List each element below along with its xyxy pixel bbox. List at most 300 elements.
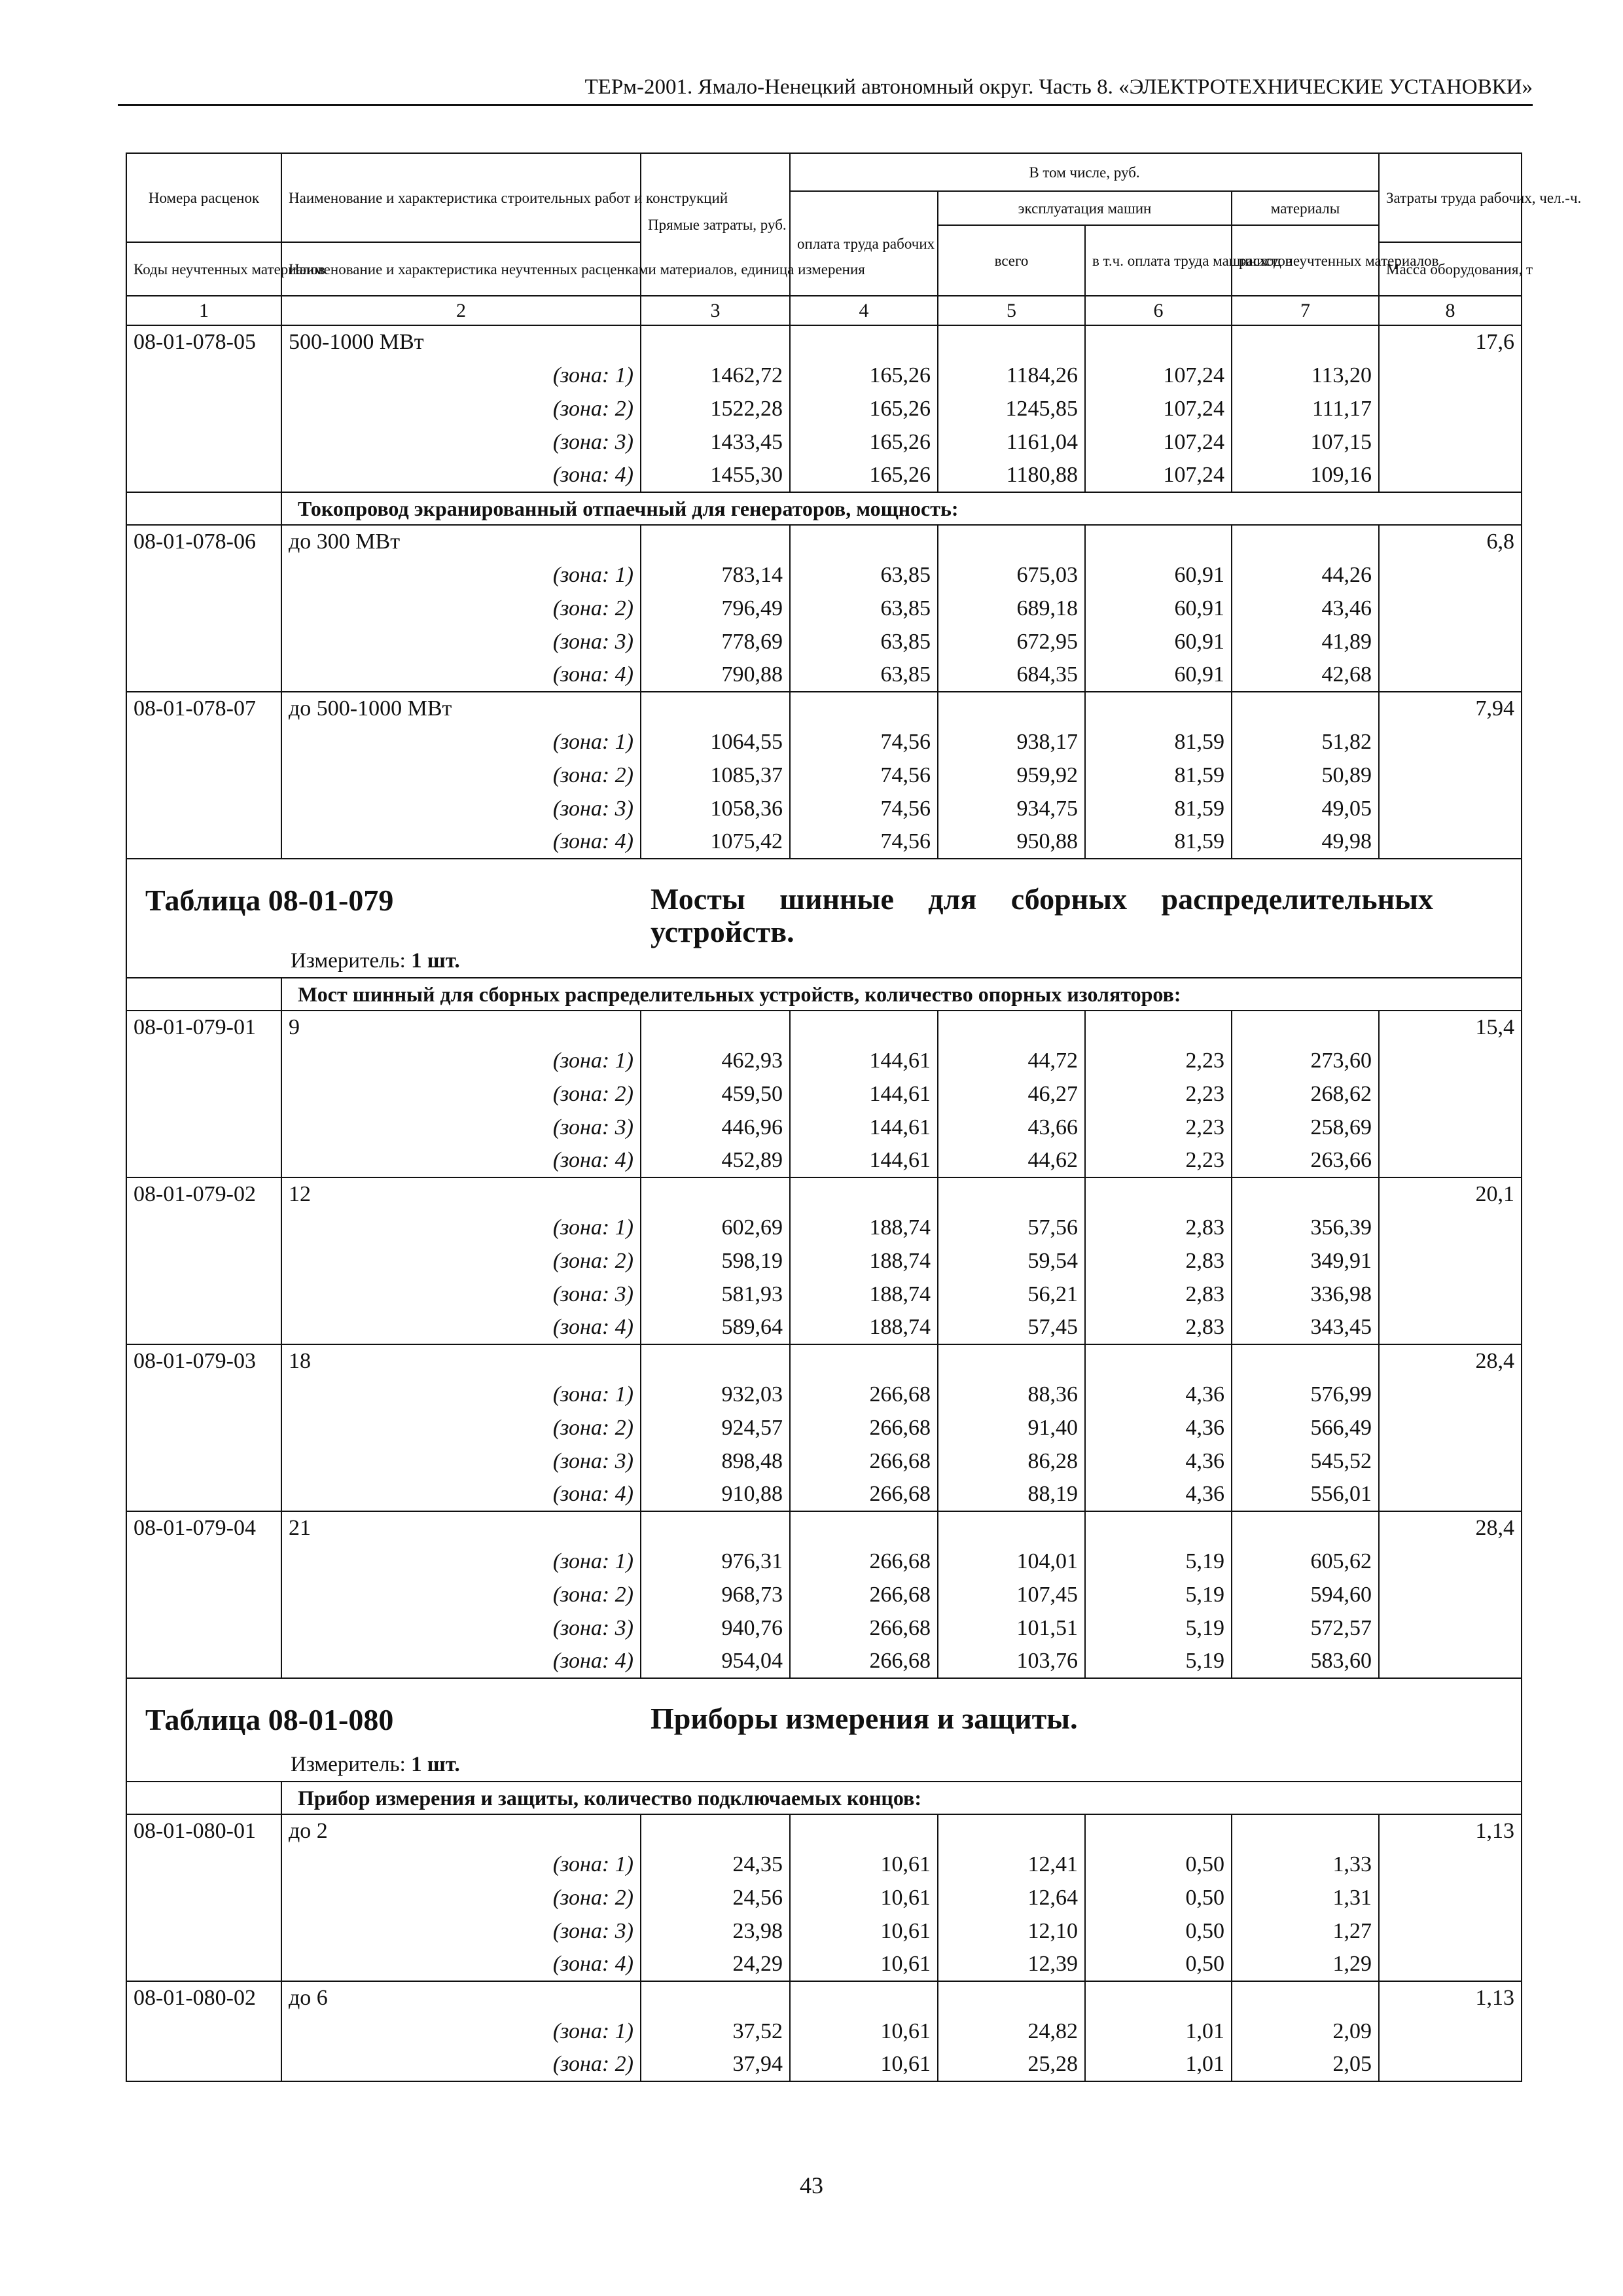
- empty-cell: [1085, 1011, 1232, 1044]
- direct-cost: 976,31: [641, 1545, 790, 1578]
- machinist-pay: 5,19: [1085, 1545, 1232, 1578]
- measure-line: [291, 949, 460, 973]
- empty-cell: [1232, 525, 1379, 558]
- zone-row: [126, 658, 1522, 692]
- work-name: 12: [281, 1177, 641, 1211]
- materials-cost: 605,62: [1232, 1545, 1379, 1578]
- empty-cell: [126, 359, 281, 392]
- materials-cost: 51,82: [1232, 725, 1379, 759]
- empty-cell: [126, 1211, 281, 1244]
- machinist-pay: 60,91: [1085, 625, 1232, 658]
- machinist-pay: 107,24: [1085, 392, 1232, 425]
- materials-cost: 49,98: [1232, 825, 1379, 859]
- group-heading: [126, 492, 1522, 525]
- machinist-pay: 4,36: [1085, 1478, 1232, 1511]
- empty-cell: [1232, 1511, 1379, 1545]
- empty-cell: [790, 1981, 938, 2015]
- empty-cell: [1379, 825, 1522, 859]
- machinist-pay: 81,59: [1085, 825, 1232, 859]
- empty-cell: [1379, 1244, 1522, 1278]
- materials-cost: 111,17: [1232, 392, 1379, 425]
- zone-row: [126, 558, 1522, 592]
- empty-cell: [1379, 792, 1522, 825]
- empty-cell: [126, 1645, 281, 1678]
- empty-cell: [1379, 759, 1522, 792]
- materials-cost: 2,09: [1232, 2015, 1379, 2048]
- labor-pay: 63,85: [790, 658, 938, 692]
- machines-total: 56,21: [938, 1278, 1085, 1311]
- machines-head: эксплуатация машин: [938, 191, 1232, 225]
- machines-total: 88,19: [938, 1478, 1085, 1511]
- machinist-pay: 2,83: [1085, 1311, 1232, 1344]
- record-title-row: [126, 325, 1522, 359]
- empty-cell: [1085, 1177, 1232, 1211]
- zone-row: [126, 1578, 1522, 1611]
- machinist-pay: 4,36: [1085, 1411, 1232, 1444]
- machines-total: 25,28: [938, 2048, 1085, 2081]
- zone-label: (зона: 1): [281, 1044, 641, 1077]
- machinist-pay: 107,24: [1085, 425, 1232, 459]
- zone-label: (зона: 4): [281, 1478, 641, 1511]
- empty-cell: [1379, 1914, 1522, 1948]
- machinist-pay: 0,50: [1085, 1948, 1232, 1981]
- col5-head: всего: [938, 225, 1085, 296]
- machinist-pay: 81,59: [1085, 792, 1232, 825]
- labor-pay: 266,68: [790, 1645, 938, 1678]
- empty-cell: [126, 1378, 281, 1411]
- zone-label: (зона: 3): [281, 1278, 641, 1311]
- work-name: 9: [281, 1011, 641, 1044]
- empty-cell: [641, 525, 790, 558]
- labor-pay: 10,61: [790, 2048, 938, 2081]
- empty-cell: [126, 1278, 281, 1311]
- empty-cell: [1232, 1177, 1379, 1211]
- empty-cell: [1379, 1111, 1522, 1144]
- zone-row: [126, 825, 1522, 859]
- empty-cell: [938, 1011, 1085, 1044]
- zone-row: [126, 1444, 1522, 1478]
- zone-label: (зона: 1): [281, 1378, 641, 1411]
- empty-cell: [126, 425, 281, 459]
- empty-cell: [126, 392, 281, 425]
- col4-head: оплата труда рабочих: [790, 191, 938, 296]
- direct-cost: 1064,55: [641, 725, 790, 759]
- empty-cell: [790, 1344, 938, 1378]
- machinist-pay: 107,24: [1085, 459, 1232, 492]
- empty-cell: [1379, 725, 1522, 759]
- machines-total: 950,88: [938, 825, 1085, 859]
- rate-record: [126, 1981, 1522, 2081]
- machines-total: 104,01: [938, 1545, 1085, 1578]
- zone-label: (зона: 2): [281, 1578, 641, 1611]
- zone-label: (зона: 4): [281, 1948, 641, 1981]
- empty-cell: [1379, 1478, 1522, 1511]
- zone-label: (зона: 4): [281, 1311, 641, 1344]
- empty-cell: [126, 1411, 281, 1444]
- labor-pay: 74,56: [790, 759, 938, 792]
- labor-cost: 15,4: [1379, 1011, 1522, 1044]
- empty-cell: [1379, 392, 1522, 425]
- machines-total: 43,66: [938, 1111, 1085, 1144]
- direct-cost: 462,93: [641, 1044, 790, 1077]
- materials-head: материалы: [1232, 191, 1379, 225]
- empty-cell: [1232, 1344, 1379, 1378]
- labor-cost: 28,4: [1379, 1344, 1522, 1378]
- zone-row: [126, 1211, 1522, 1244]
- zone-row: [126, 1611, 1522, 1645]
- zone-label: (зона: 1): [281, 1848, 641, 1881]
- empty-cell: [790, 692, 938, 725]
- machines-total: 1161,04: [938, 425, 1085, 459]
- empty-cell: [126, 658, 281, 692]
- direct-cost: 598,19: [641, 1244, 790, 1278]
- empty-cell: [1379, 1278, 1522, 1311]
- machinist-pay: 0,50: [1085, 1914, 1232, 1948]
- empty-cell: [1379, 1411, 1522, 1444]
- labor-pay: 165,26: [790, 359, 938, 392]
- empty-cell: [1379, 658, 1522, 692]
- machinist-pay: 2,23: [1085, 1144, 1232, 1177]
- rate-record: [126, 525, 1522, 692]
- materials-cost: 273,60: [1232, 1044, 1379, 1077]
- machines-total: 46,27: [938, 1077, 1085, 1111]
- zone-row: [126, 1077, 1522, 1111]
- direct-cost: 968,73: [641, 1578, 790, 1611]
- rate-code: 08-01-080-02: [126, 1981, 281, 2015]
- machines-total: 12,10: [938, 1914, 1085, 1948]
- zone-row: [126, 1044, 1522, 1077]
- empty-cell: [126, 1077, 281, 1111]
- machines-total: 938,17: [938, 725, 1085, 759]
- direct-cost: 910,88: [641, 1478, 790, 1511]
- col-number: 2: [281, 296, 641, 325]
- zone-label: (зона: 4): [281, 1645, 641, 1678]
- machinist-pay: 107,24: [1085, 359, 1232, 392]
- zone-label: (зона: 2): [281, 1244, 641, 1278]
- machines-total: 44,62: [938, 1144, 1085, 1177]
- empty-cell: [938, 1814, 1085, 1848]
- labor-pay: 188,74: [790, 1278, 938, 1311]
- zone-label: (зона: 1): [281, 2015, 641, 2048]
- machinist-pay: 81,59: [1085, 725, 1232, 759]
- empty-cell: [1379, 1077, 1522, 1111]
- materials-cost: 42,68: [1232, 658, 1379, 692]
- zone-row: [126, 1914, 1522, 1948]
- measure-value: 1 шт.: [411, 1753, 460, 1776]
- direct-cost: 1522,28: [641, 392, 790, 425]
- col1-top-head: Номера расценок: [126, 153, 281, 242]
- empty-cell: [1085, 325, 1232, 359]
- record-title-row: [126, 1511, 1522, 1545]
- machines-total: 959,92: [938, 759, 1085, 792]
- rate-record: [126, 325, 1522, 492]
- empty-cell: [1232, 1814, 1379, 1848]
- empty-cell: [1379, 1311, 1522, 1344]
- group-heading: [126, 978, 1522, 1011]
- record-title-row: [126, 1344, 1522, 1378]
- empty-cell: [641, 325, 790, 359]
- empty-cell: [1232, 325, 1379, 359]
- including-head: В том числе, руб.: [790, 153, 1379, 191]
- zone-row: [126, 792, 1522, 825]
- work-name: 21: [281, 1511, 641, 1545]
- rate-code: 08-01-079-03: [126, 1344, 281, 1378]
- machinist-pay: 1,01: [1085, 2015, 1232, 2048]
- section-heading: [126, 859, 1522, 978]
- direct-cost: 1433,45: [641, 425, 790, 459]
- rate-code: 08-01-080-01: [126, 1814, 281, 1848]
- rate-record: [126, 1011, 1522, 1177]
- zone-row: [126, 1411, 1522, 1444]
- empty-cell: [1379, 1881, 1522, 1914]
- col-number: 7: [1232, 296, 1379, 325]
- measure-label: Измеритель:: [291, 1753, 406, 1776]
- empty-cell: [1379, 2048, 1522, 2081]
- machinist-pay: 60,91: [1085, 658, 1232, 692]
- empty-cell: [1379, 1545, 1522, 1578]
- labor-pay: 188,74: [790, 1211, 938, 1244]
- materials-cost: 1,33: [1232, 1848, 1379, 1881]
- table-header: [126, 153, 1582, 296]
- price-table: [126, 152, 1582, 2082]
- materials-cost: 1,31: [1232, 1881, 1379, 1914]
- machinist-pay: 2,23: [1085, 1044, 1232, 1077]
- zone-row: [126, 392, 1522, 425]
- zone-row: [126, 1478, 1522, 1511]
- col1-bottom-head: Коды неучтенных материалов: [126, 242, 281, 296]
- materials-cost: 566,49: [1232, 1411, 1379, 1444]
- direct-cost: 602,69: [641, 1211, 790, 1244]
- empty-cell: [938, 692, 1085, 725]
- zone-row: [126, 1848, 1522, 1881]
- zone-label: (зона: 2): [281, 1077, 641, 1111]
- empty-cell: [1379, 1378, 1522, 1411]
- zone-label: (зона: 3): [281, 1914, 641, 1948]
- zone-row: [126, 1278, 1522, 1311]
- direct-cost: 954,04: [641, 1645, 790, 1678]
- zone-label: (зона: 4): [281, 658, 641, 692]
- direct-cost: 1058,36: [641, 792, 790, 825]
- empty-cell: [126, 1111, 281, 1144]
- direct-cost: 796,49: [641, 592, 790, 625]
- zone-label: (зона: 2): [281, 392, 641, 425]
- zone-label: (зона: 3): [281, 1611, 641, 1645]
- materials-cost: 107,15: [1232, 425, 1379, 459]
- materials-cost: 41,89: [1232, 625, 1379, 658]
- empty-cell: [126, 725, 281, 759]
- direct-cost: 1085,37: [641, 759, 790, 792]
- group-heading: [126, 1782, 1522, 1814]
- labor-cost: 1,13: [1379, 1814, 1522, 1848]
- section-row: [126, 859, 1522, 978]
- empty-cell: [126, 459, 281, 492]
- machinist-pay: 0,50: [1085, 1881, 1232, 1914]
- zone-row: [126, 1144, 1522, 1177]
- empty-cell: [790, 1177, 938, 1211]
- table-title: Таблица 08-01-080: [145, 1703, 394, 1736]
- rate-code: 08-01-079-01: [126, 1011, 281, 1044]
- rate-code: 08-01-078-06: [126, 525, 281, 558]
- col2-bottom-head: Наименование и характеристика неучтенных расценками материалов, единица измерения: [281, 242, 641, 296]
- empty-cell: [1379, 1948, 1522, 1981]
- work-name: 500-1000 МВт: [281, 325, 641, 359]
- empty-cell: [641, 692, 790, 725]
- empty-cell: [790, 525, 938, 558]
- rate-record: [126, 692, 1522, 859]
- labor-pay: 266,68: [790, 1378, 938, 1411]
- zone-row: [126, 759, 1522, 792]
- labor-pay: 10,61: [790, 1881, 938, 1914]
- zone-label: (зона: 1): [281, 1545, 641, 1578]
- machinist-pay: 4,36: [1085, 1444, 1232, 1478]
- labor-pay: 144,61: [790, 1077, 938, 1111]
- labor-pay: 10,61: [790, 2015, 938, 2048]
- empty-cell: [641, 1981, 790, 2015]
- empty-cell: [126, 625, 281, 658]
- zone-label: (зона: 4): [281, 459, 641, 492]
- empty-cell: [1379, 1578, 1522, 1611]
- zone-label: (зона: 1): [281, 359, 641, 392]
- labor-pay: 165,26: [790, 459, 938, 492]
- direct-cost: 1462,72: [641, 359, 790, 392]
- record-title-row: [126, 1981, 1522, 2015]
- empty-cell: [938, 525, 1085, 558]
- record-title-row: [126, 1011, 1522, 1044]
- machines-total: 675,03: [938, 558, 1085, 592]
- col8-top-head: Затраты труда рабочих, чел.-ч.: [1379, 153, 1522, 242]
- empty-cell: [1232, 692, 1379, 725]
- machines-total: 91,40: [938, 1411, 1085, 1444]
- direct-cost: 24,56: [641, 1881, 790, 1914]
- section-heading: [126, 1678, 1522, 1782]
- direct-cost: 446,96: [641, 1111, 790, 1144]
- labor-pay: 165,26: [790, 425, 938, 459]
- empty-cell: [126, 1782, 281, 1814]
- labor-cost: 28,4: [1379, 1511, 1522, 1545]
- empty-cell: [1379, 558, 1522, 592]
- machinist-pay: 5,19: [1085, 1611, 1232, 1645]
- record-title-row: [126, 1177, 1522, 1211]
- zone-label: (зона: 2): [281, 759, 641, 792]
- rate-code: 08-01-079-02: [126, 1177, 281, 1211]
- empty-cell: [1379, 1848, 1522, 1881]
- materials-cost: 44,26: [1232, 558, 1379, 592]
- empty-cell: [790, 325, 938, 359]
- machines-total: 684,35: [938, 658, 1085, 692]
- labor-cost: 1,13: [1379, 1981, 1522, 2015]
- section-box: [126, 1678, 1522, 1782]
- empty-cell: [126, 558, 281, 592]
- zone-row: [126, 1244, 1522, 1278]
- direct-cost: 459,50: [641, 1077, 790, 1111]
- empty-cell: [126, 1848, 281, 1881]
- empty-cell: [1379, 1611, 1522, 1645]
- empty-cell: [641, 1011, 790, 1044]
- col-number: 5: [938, 296, 1085, 325]
- zone-label: (зона: 2): [281, 2048, 641, 2081]
- zone-label: (зона: 1): [281, 1211, 641, 1244]
- materials-cost: 545,52: [1232, 1444, 1379, 1478]
- machines-total: 103,76: [938, 1645, 1085, 1678]
- direct-cost: 589,64: [641, 1311, 790, 1344]
- labor-pay: 188,74: [790, 1311, 938, 1344]
- empty-cell: [126, 1444, 281, 1478]
- work-name: до 500-1000 МВт: [281, 692, 641, 725]
- empty-cell: [641, 1814, 790, 1848]
- empty-cell: [126, 825, 281, 859]
- work-name: до 300 МВт: [281, 525, 641, 558]
- labor-pay: 63,85: [790, 558, 938, 592]
- empty-cell: [126, 1044, 281, 1077]
- direct-cost: 1075,42: [641, 825, 790, 859]
- empty-cell: [1085, 1511, 1232, 1545]
- labor-pay: 165,26: [790, 392, 938, 425]
- machinist-pay: 2,83: [1085, 1211, 1232, 1244]
- zone-row: [126, 1881, 1522, 1914]
- labor-cost: 17,6: [1379, 325, 1522, 359]
- machines-total: 672,95: [938, 625, 1085, 658]
- empty-cell: [790, 1814, 938, 1848]
- empty-cell: [126, 592, 281, 625]
- zone-row: [126, 1645, 1522, 1678]
- rate-code: 08-01-078-05: [126, 325, 281, 359]
- labor-pay: 144,61: [790, 1044, 938, 1077]
- zone-label: (зона: 1): [281, 558, 641, 592]
- group-title: Прибор измерения и защиты, количество подключаемых концов:: [281, 1782, 1522, 1814]
- section-box: [126, 859, 1522, 978]
- empty-cell: [1379, 1044, 1522, 1077]
- empty-cell: [126, 1144, 281, 1177]
- empty-cell: [1379, 1444, 1522, 1478]
- direct-cost: 783,14: [641, 558, 790, 592]
- col7-head: расход неучтенных материалов: [1232, 225, 1379, 296]
- record-title-row: [126, 692, 1522, 725]
- empty-cell: [938, 1177, 1085, 1211]
- labor-pay: 74,56: [790, 792, 938, 825]
- work-name: 18: [281, 1344, 641, 1378]
- materials-cost: 268,62: [1232, 1077, 1379, 1111]
- empty-cell: [126, 1578, 281, 1611]
- table-name: Мосты шинные для сборных распределительных устройств.: [651, 882, 1433, 948]
- materials-cost: 572,57: [1232, 1611, 1379, 1645]
- empty-cell: [1085, 692, 1232, 725]
- table-name: Приборы измерения и защиты.: [651, 1702, 1078, 1735]
- zone-row: [126, 1111, 1522, 1144]
- rate-code: 08-01-079-04: [126, 1511, 281, 1545]
- materials-cost: 2,05: [1232, 2048, 1379, 2081]
- direct-cost: 581,93: [641, 1278, 790, 1311]
- materials-cost: 349,91: [1232, 1244, 1379, 1278]
- empty-cell: [126, 1881, 281, 1914]
- materials-cost: 576,99: [1232, 1378, 1379, 1411]
- materials-cost: 43,46: [1232, 592, 1379, 625]
- empty-cell: [641, 1511, 790, 1545]
- zone-label: (зона: 4): [281, 1144, 641, 1177]
- labor-cost: 7,94: [1379, 692, 1522, 725]
- machinist-pay: 5,19: [1085, 1645, 1232, 1678]
- direct-cost: 778,69: [641, 625, 790, 658]
- machines-total: 12,41: [938, 1848, 1085, 1881]
- machinist-pay: 5,19: [1085, 1578, 1232, 1611]
- rate-record: [126, 1177, 1522, 1344]
- direct-cost: 940,76: [641, 1611, 790, 1645]
- materials-cost: 113,20: [1232, 359, 1379, 392]
- machines-total: 1245,85: [938, 392, 1085, 425]
- col8-bottom-head: Масса оборудования, т: [1379, 242, 1522, 296]
- materials-cost: 49,05: [1232, 792, 1379, 825]
- zone-row: [126, 2015, 1522, 2048]
- machinist-pay: 4,36: [1085, 1378, 1232, 1411]
